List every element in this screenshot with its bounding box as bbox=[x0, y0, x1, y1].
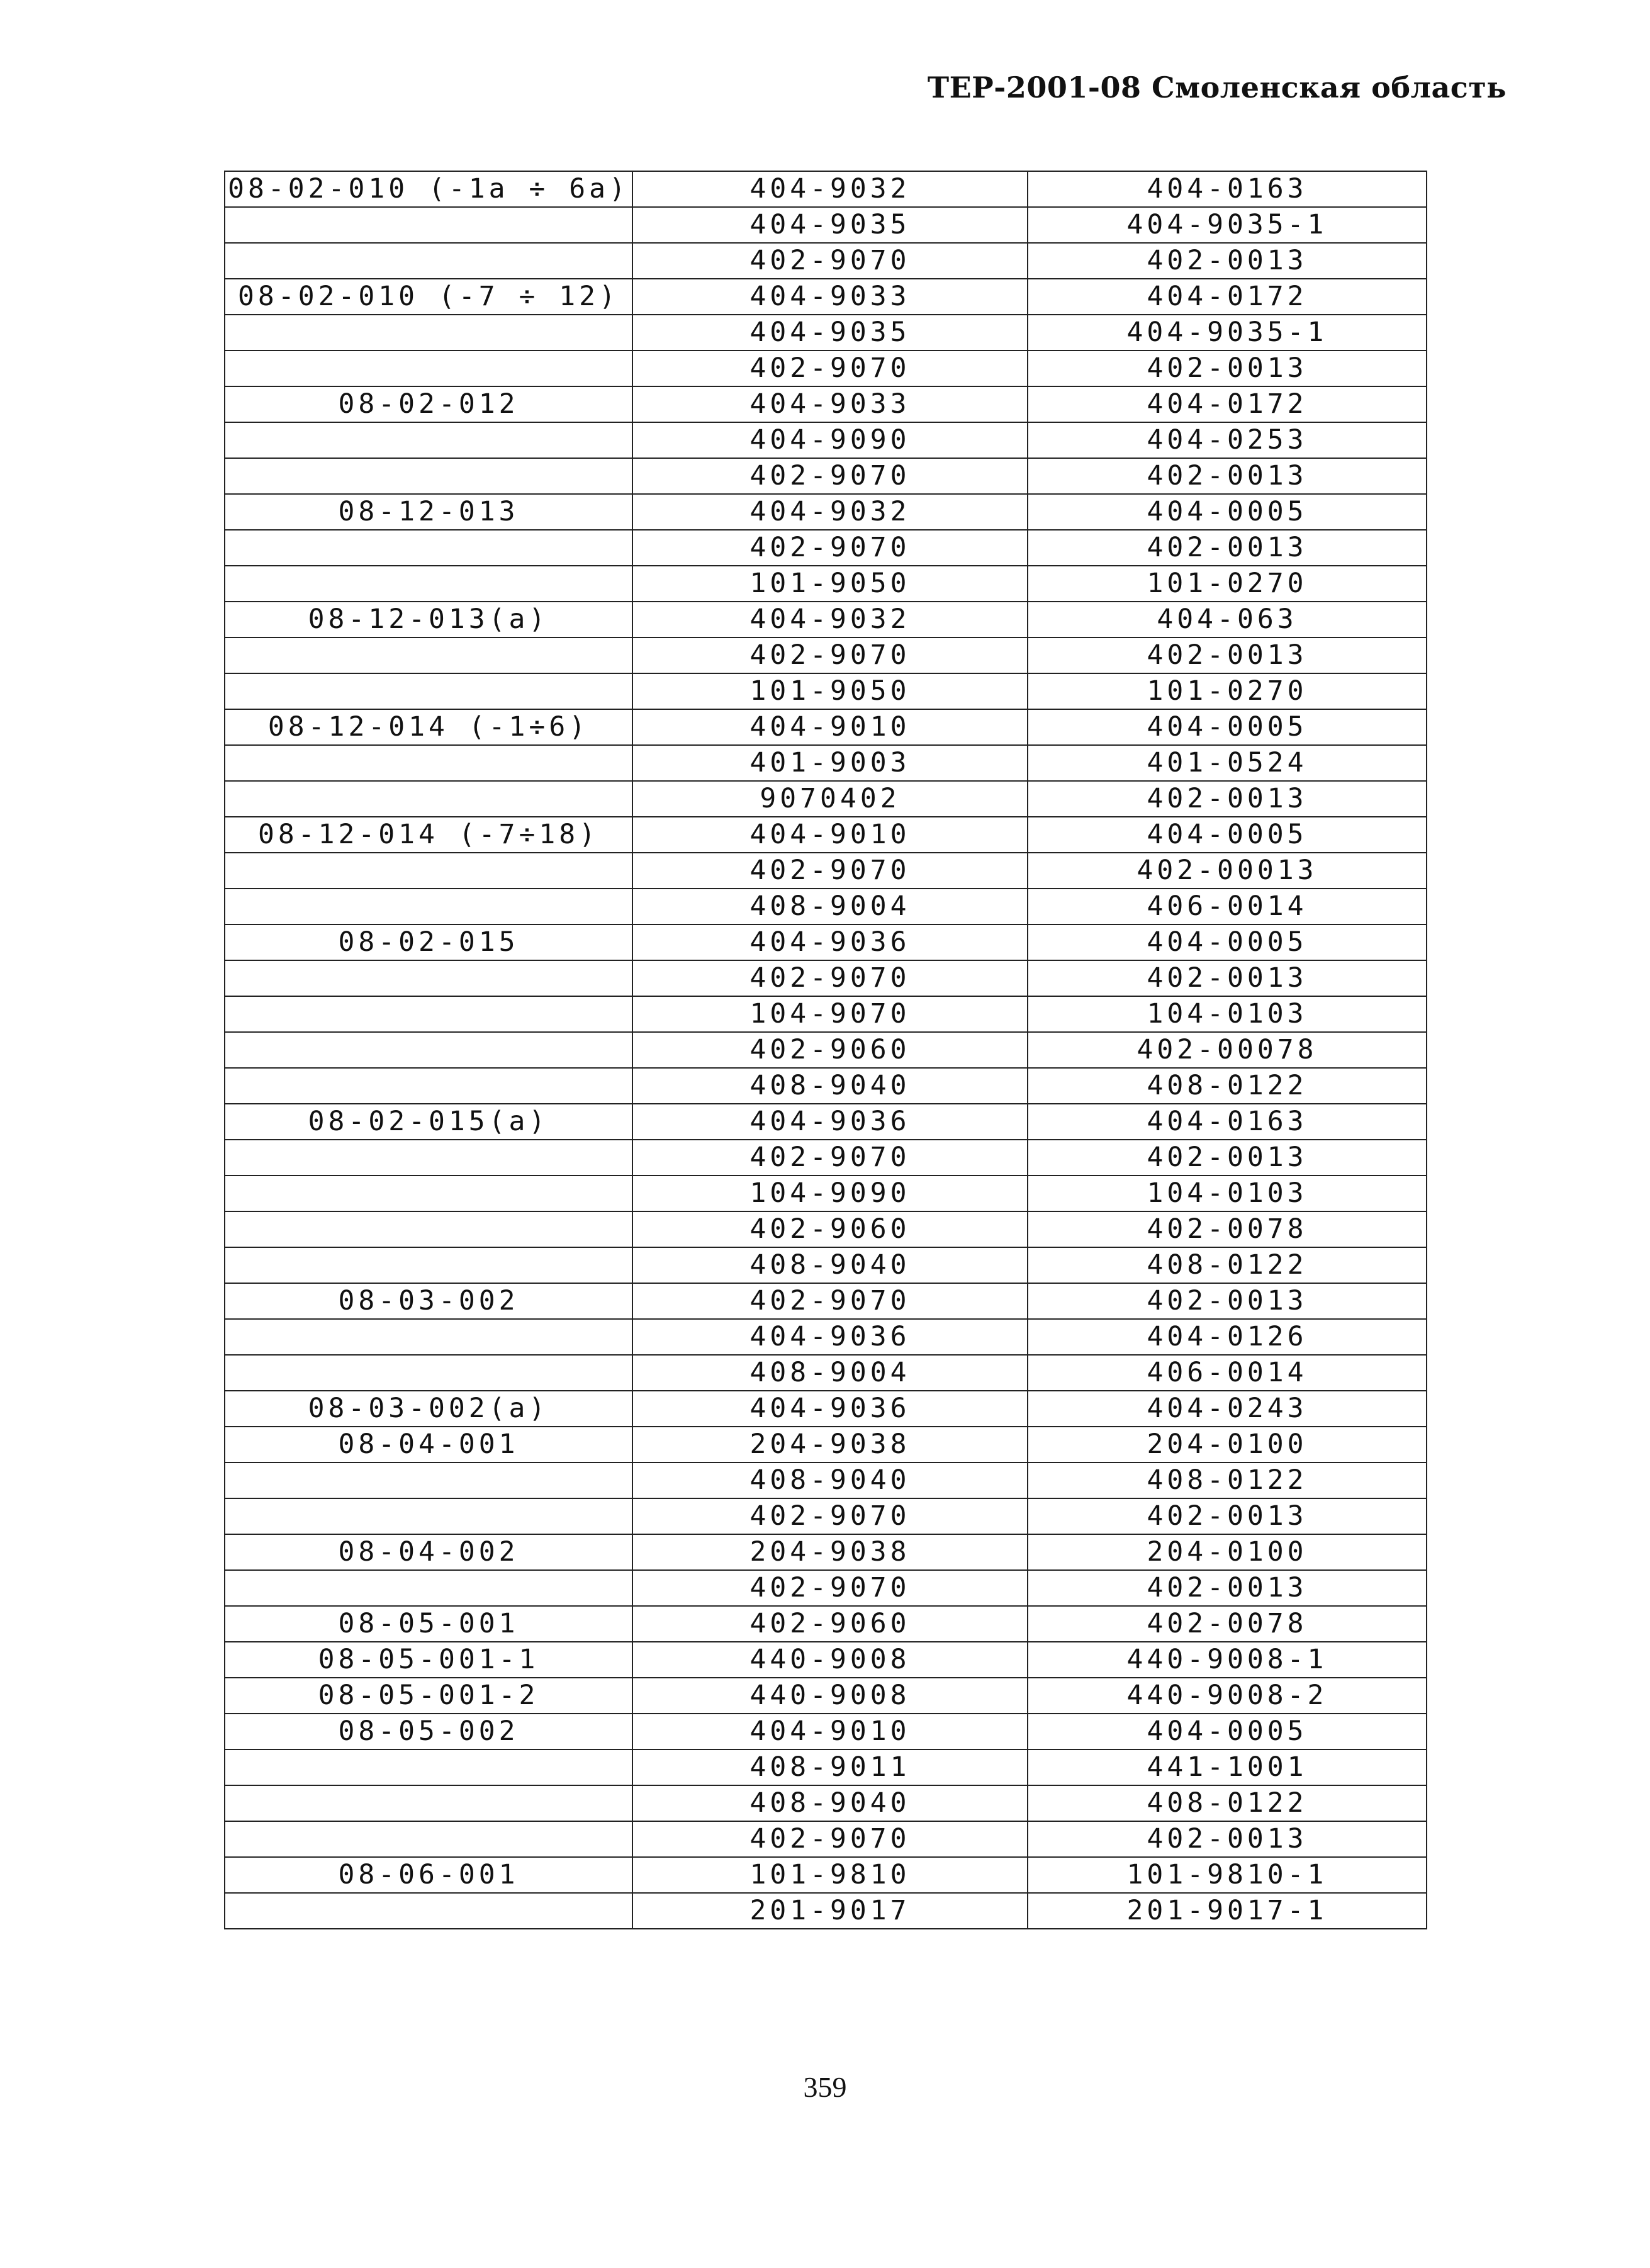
section-code-cell bbox=[225, 566, 632, 602]
section-code-cell bbox=[225, 637, 632, 673]
new-code-cell: 402-0013 bbox=[1028, 458, 1427, 494]
section-code-cell: 08-12-014 (-1÷6) bbox=[225, 709, 632, 745]
codes-table-body bbox=[225, 171, 1427, 1929]
table-row bbox=[225, 279, 1427, 315]
new-code-cell: 402-0013 bbox=[1028, 243, 1427, 279]
old-code-cell: 101-9810 bbox=[632, 1857, 1028, 1893]
table-row bbox=[225, 1749, 1427, 1785]
new-code-cell: 404-0243 bbox=[1028, 1391, 1427, 1427]
old-code-cell: 402-9070 bbox=[632, 1283, 1028, 1319]
table-row bbox=[225, 243, 1427, 279]
old-code-cell: 402-9070 bbox=[632, 1821, 1028, 1857]
section-code-cell: 08-05-001 bbox=[225, 1606, 632, 1642]
old-code-cell: 404-9010 bbox=[632, 817, 1028, 853]
table-row bbox=[225, 1821, 1427, 1857]
old-code-cell: 404-9010 bbox=[632, 709, 1028, 745]
section-code-cell bbox=[225, 1211, 632, 1247]
new-code-cell: 402-0013 bbox=[1028, 1283, 1427, 1319]
new-code-cell: 440-9008-1 bbox=[1028, 1642, 1427, 1678]
section-code-cell: 08-03-002 bbox=[225, 1283, 632, 1319]
new-code-cell: 440-9008-2 bbox=[1028, 1678, 1427, 1714]
section-code-cell: 08-05-001-1 bbox=[225, 1642, 632, 1678]
new-code-cell: 404-0163 bbox=[1028, 171, 1427, 207]
table-row bbox=[225, 458, 1427, 494]
table-row bbox=[225, 1785, 1427, 1821]
old-code-cell: 408-9004 bbox=[632, 889, 1028, 924]
old-code-cell: 440-9008 bbox=[632, 1678, 1028, 1714]
new-code-cell: 402-0013 bbox=[1028, 960, 1427, 996]
old-code-cell: 404-9033 bbox=[632, 279, 1028, 315]
old-code-cell: 402-9060 bbox=[632, 1032, 1028, 1068]
new-code-cell: 406-0014 bbox=[1028, 889, 1427, 924]
new-code-cell: 404-063 bbox=[1028, 602, 1427, 637]
old-code-cell: 402-9070 bbox=[632, 960, 1028, 996]
new-code-cell: 404-9035-1 bbox=[1028, 207, 1427, 243]
section-code-cell bbox=[225, 1068, 632, 1104]
new-code-cell: 401-0524 bbox=[1028, 745, 1427, 781]
table-row bbox=[225, 1391, 1427, 1427]
old-code-cell: 402-9060 bbox=[632, 1606, 1028, 1642]
table-row bbox=[225, 1032, 1427, 1068]
old-code-cell: 404-9032 bbox=[632, 494, 1028, 530]
new-code-cell: 404-9035-1 bbox=[1028, 315, 1427, 351]
section-code-cell bbox=[225, 458, 632, 494]
table-row bbox=[225, 315, 1427, 351]
section-code-cell: 08-02-010 (-1a ÷ 6a) bbox=[225, 171, 632, 207]
table-row bbox=[225, 602, 1427, 637]
table-row bbox=[225, 1247, 1427, 1283]
section-code-cell bbox=[225, 1785, 632, 1821]
old-code-cell: 404-9036 bbox=[632, 1391, 1028, 1427]
table-row bbox=[225, 853, 1427, 889]
new-code-cell: 402-0013 bbox=[1028, 1498, 1427, 1534]
table-row bbox=[225, 1427, 1427, 1462]
new-code-cell: 408-0122 bbox=[1028, 1247, 1427, 1283]
table-row bbox=[225, 673, 1427, 709]
section-code-cell bbox=[225, 207, 632, 243]
table-row bbox=[225, 494, 1427, 530]
table-row bbox=[225, 530, 1427, 566]
old-code-cell: 404-9035 bbox=[632, 207, 1028, 243]
table-row bbox=[225, 1283, 1427, 1319]
table-row bbox=[225, 996, 1427, 1032]
new-code-cell: 402-0013 bbox=[1028, 1570, 1427, 1606]
old-code-cell: 401-9003 bbox=[632, 745, 1028, 781]
table-row bbox=[225, 1642, 1427, 1678]
table-row bbox=[225, 1570, 1427, 1606]
old-code-cell: 104-9070 bbox=[632, 996, 1028, 1032]
table-row bbox=[225, 1893, 1427, 1929]
old-code-cell: 204-9038 bbox=[632, 1534, 1028, 1570]
new-code-cell: 402-0013 bbox=[1028, 781, 1427, 817]
section-code-cell: 08-05-001-2 bbox=[225, 1678, 632, 1714]
section-code-cell bbox=[225, 1319, 632, 1355]
new-code-cell: 402-00078 bbox=[1028, 1032, 1427, 1068]
old-code-cell: 408-9040 bbox=[632, 1785, 1028, 1821]
section-code-cell bbox=[225, 351, 632, 386]
table-row bbox=[225, 1176, 1427, 1211]
table-row bbox=[225, 781, 1427, 817]
table-row bbox=[225, 745, 1427, 781]
section-code-cell: 08-04-002 bbox=[225, 1534, 632, 1570]
codes-table bbox=[224, 171, 1427, 1929]
new-code-cell: 402-0013 bbox=[1028, 1140, 1427, 1176]
table-row bbox=[225, 1498, 1427, 1534]
section-code-cell: 08-02-012 bbox=[225, 386, 632, 422]
table-row bbox=[225, 960, 1427, 996]
section-code-cell: 08-05-002 bbox=[225, 1714, 632, 1749]
old-code-cell: 201-9017 bbox=[632, 1893, 1028, 1929]
new-code-cell: 402-0013 bbox=[1028, 351, 1427, 386]
old-code-cell: 402-9070 bbox=[632, 243, 1028, 279]
new-code-cell: 101-9810-1 bbox=[1028, 1857, 1427, 1893]
new-code-cell: 402-0013 bbox=[1028, 637, 1427, 673]
new-code-cell: 402-0078 bbox=[1028, 1211, 1427, 1247]
section-code-cell bbox=[225, 1176, 632, 1211]
section-code-cell: 08-06-001 bbox=[225, 1857, 632, 1893]
section-code-cell bbox=[225, 1140, 632, 1176]
section-code-cell bbox=[225, 673, 632, 709]
old-code-cell: 404-9010 bbox=[632, 1714, 1028, 1749]
section-code-cell: 08-12-014 (-7÷18) bbox=[225, 817, 632, 853]
new-code-cell: 404-0005 bbox=[1028, 494, 1427, 530]
section-code-cell bbox=[225, 1821, 632, 1857]
section-code-cell: 08-02-010 (-7 ÷ 12) bbox=[225, 279, 632, 315]
new-code-cell: 404-0005 bbox=[1028, 709, 1427, 745]
new-code-cell: 201-9017-1 bbox=[1028, 1893, 1427, 1929]
new-code-cell: 441-1001 bbox=[1028, 1749, 1427, 1785]
new-code-cell: 402-00013 bbox=[1028, 853, 1427, 889]
new-code-cell: 408-0122 bbox=[1028, 1068, 1427, 1104]
section-code-cell bbox=[225, 1570, 632, 1606]
section-code-cell: 08-02-015(a) bbox=[225, 1104, 632, 1140]
old-code-cell: 402-9060 bbox=[632, 1211, 1028, 1247]
old-code-cell: 408-9040 bbox=[632, 1462, 1028, 1498]
old-code-cell: 404-9036 bbox=[632, 1104, 1028, 1140]
old-code-cell: 104-9090 bbox=[632, 1176, 1028, 1211]
old-code-cell: 404-9032 bbox=[632, 171, 1028, 207]
section-code-cell bbox=[225, 243, 632, 279]
old-code-cell: 402-9070 bbox=[632, 1140, 1028, 1176]
table-row bbox=[225, 889, 1427, 924]
table-row bbox=[225, 637, 1427, 673]
section-code-cell bbox=[225, 960, 632, 996]
table-row bbox=[225, 207, 1427, 243]
table-row bbox=[225, 566, 1427, 602]
new-code-cell: 408-0122 bbox=[1028, 1462, 1427, 1498]
old-code-cell: 408-9004 bbox=[632, 1355, 1028, 1391]
old-code-cell: 101-9050 bbox=[632, 566, 1028, 602]
new-code-cell: 101-0270 bbox=[1028, 673, 1427, 709]
old-code-cell: 404-9035 bbox=[632, 315, 1028, 351]
table-row bbox=[225, 1462, 1427, 1498]
new-code-cell: 404-0172 bbox=[1028, 279, 1427, 315]
table-row bbox=[225, 1606, 1427, 1642]
section-code-cell bbox=[225, 1032, 632, 1068]
section-code-cell bbox=[225, 745, 632, 781]
table-row bbox=[225, 924, 1427, 960]
section-code-cell bbox=[225, 1462, 632, 1498]
page-number: 359 bbox=[803, 2071, 847, 2103]
old-code-cell: 402-9070 bbox=[632, 1498, 1028, 1534]
old-code-cell: 440-9008 bbox=[632, 1642, 1028, 1678]
section-code-cell bbox=[225, 1498, 632, 1534]
table-row bbox=[225, 1104, 1427, 1140]
new-code-cell: 402-0013 bbox=[1028, 1821, 1427, 1857]
table-row bbox=[225, 386, 1427, 422]
new-code-cell: 402-0013 bbox=[1028, 530, 1427, 566]
new-code-cell: 104-0103 bbox=[1028, 996, 1427, 1032]
old-code-cell: 404-9090 bbox=[632, 422, 1028, 458]
new-code-cell: 204-0100 bbox=[1028, 1534, 1427, 1570]
table-row bbox=[225, 1319, 1427, 1355]
old-code-cell: 404-9036 bbox=[632, 1319, 1028, 1355]
section-code-cell bbox=[225, 315, 632, 351]
old-code-cell: 404-9032 bbox=[632, 602, 1028, 637]
table-row bbox=[225, 1857, 1427, 1893]
new-code-cell: 404-0172 bbox=[1028, 386, 1427, 422]
table-row bbox=[225, 171, 1427, 207]
section-code-cell: 08-12-013 bbox=[225, 494, 632, 530]
new-code-cell: 101-0270 bbox=[1028, 566, 1427, 602]
old-code-cell: 404-9036 bbox=[632, 924, 1028, 960]
section-code-cell bbox=[225, 1893, 632, 1929]
old-code-cell: 402-9070 bbox=[632, 458, 1028, 494]
old-code-cell: 402-9070 bbox=[632, 637, 1028, 673]
old-code-cell: 204-9038 bbox=[632, 1427, 1028, 1462]
new-code-cell: 402-0078 bbox=[1028, 1606, 1427, 1642]
section-code-cell bbox=[225, 530, 632, 566]
table-row bbox=[225, 351, 1427, 386]
old-code-cell: 404-9033 bbox=[632, 386, 1028, 422]
table-row bbox=[225, 1534, 1427, 1570]
section-code-cell bbox=[225, 1749, 632, 1785]
section-code-cell: 08-03-002(a) bbox=[225, 1391, 632, 1427]
old-code-cell: 101-9050 bbox=[632, 673, 1028, 709]
table-row bbox=[225, 1068, 1427, 1104]
old-code-cell: 402-9070 bbox=[632, 351, 1028, 386]
section-code-cell: 08-02-015 bbox=[225, 924, 632, 960]
old-code-cell: 408-9011 bbox=[632, 1749, 1028, 1785]
section-code-cell bbox=[225, 1355, 632, 1391]
old-code-cell: 408-9040 bbox=[632, 1247, 1028, 1283]
new-code-cell: 404-0005 bbox=[1028, 1714, 1427, 1749]
section-code-cell: 08-12-013(a) bbox=[225, 602, 632, 637]
section-code-cell bbox=[225, 996, 632, 1032]
table-row bbox=[225, 817, 1427, 853]
section-code-cell bbox=[225, 781, 632, 817]
section-code-cell: 08-04-001 bbox=[225, 1427, 632, 1462]
new-code-cell: 408-0122 bbox=[1028, 1785, 1427, 1821]
new-code-cell: 404-0163 bbox=[1028, 1104, 1427, 1140]
section-code-cell bbox=[225, 1247, 632, 1283]
table-row bbox=[225, 1211, 1427, 1247]
section-code-cell bbox=[225, 853, 632, 889]
new-code-cell: 404-0005 bbox=[1028, 817, 1427, 853]
table-row bbox=[225, 422, 1427, 458]
new-code-cell: 104-0103 bbox=[1028, 1176, 1427, 1211]
section-code-cell bbox=[225, 422, 632, 458]
new-code-cell: 204-0100 bbox=[1028, 1427, 1427, 1462]
old-code-cell: 402-9070 bbox=[632, 1570, 1028, 1606]
new-code-cell: 404-0005 bbox=[1028, 924, 1427, 960]
table-row bbox=[225, 1140, 1427, 1176]
page-header: ТЕР-2001-08 Смоленская область bbox=[927, 70, 1507, 104]
old-code-cell: 9070402 bbox=[632, 781, 1028, 817]
new-code-cell: 406-0014 bbox=[1028, 1355, 1427, 1391]
old-code-cell: 402-9070 bbox=[632, 853, 1028, 889]
table-row bbox=[225, 1678, 1427, 1714]
old-code-cell: 402-9070 bbox=[632, 530, 1028, 566]
old-code-cell: 408-9040 bbox=[632, 1068, 1028, 1104]
new-code-cell: 404-0126 bbox=[1028, 1319, 1427, 1355]
table-row bbox=[225, 1355, 1427, 1391]
table-row bbox=[225, 1714, 1427, 1749]
table-row bbox=[225, 709, 1427, 745]
new-code-cell: 404-0253 bbox=[1028, 422, 1427, 458]
section-code-cell bbox=[225, 889, 632, 924]
